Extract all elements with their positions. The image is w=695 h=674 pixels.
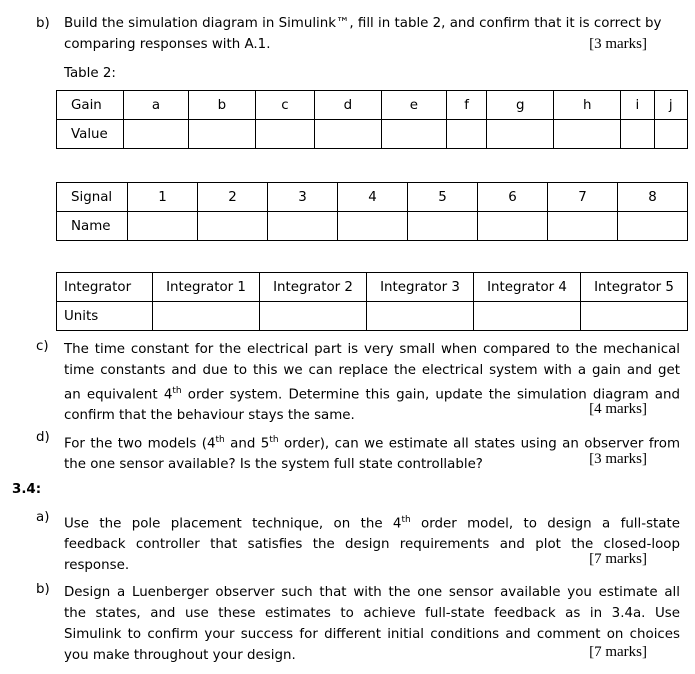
text-span: order system. Determine this gain, update the simulation diagram and (181, 387, 680, 403)
item-c-label: c) (36, 339, 49, 354)
item-b2-text (64, 582, 680, 666)
item-c-line4: confirm that the behaviour stays the same. (64, 408, 355, 424)
table-cell[interactable] (621, 120, 654, 149)
integrator-header: Integrator (57, 273, 153, 302)
gain-col: b (188, 91, 255, 120)
item-b2-line2: the states, and use these estimates to achieve full-state feedback as in 3.4a. Use (64, 606, 680, 621)
integrator-col: Integrator 4 (474, 273, 581, 302)
table-title: Table 2: (64, 66, 116, 81)
signal-col: 1 (128, 183, 198, 212)
section-heading: 3.4: (12, 482, 42, 497)
signal-col: 6 (478, 183, 548, 212)
item-d-label: d) (36, 430, 50, 445)
item-b-marks: [3 marks] (589, 36, 647, 52)
superscript: th (172, 386, 182, 396)
units-header: Units (57, 302, 153, 331)
table-cell[interactable] (554, 120, 621, 149)
signal-row (57, 183, 688, 212)
item-b2-label: b) (36, 582, 50, 597)
table-cell[interactable] (408, 212, 478, 241)
text-span: For the two models (4 (64, 436, 216, 452)
superscript: th (269, 435, 279, 445)
item-a-line2: feedback controller that satisfies the design requirements and plot the closed-loop (64, 537, 680, 553)
text-span: an equivalent 4 (64, 387, 173, 403)
signal-col: 7 (548, 183, 618, 212)
item-d-marks: [3 marks] (589, 451, 647, 467)
name-row (57, 212, 688, 241)
item-d-line1 (64, 430, 680, 454)
signal-col: 3 (268, 183, 338, 212)
item-b-line2: comparing responses with A.1. (64, 37, 271, 52)
table-cell[interactable] (548, 212, 618, 241)
table-cell[interactable] (381, 120, 446, 149)
superscript: th (401, 515, 411, 525)
gain-col: g (487, 91, 554, 120)
signal-col: 4 (338, 183, 408, 212)
item-a-label: a) (36, 510, 50, 525)
item-c-marks: [4 marks] (589, 401, 647, 417)
item-b2-line4: you make throughout your design. (64, 648, 296, 663)
table-cell[interactable] (478, 212, 548, 241)
gain-col: d (314, 91, 381, 120)
item-a-marks: [7 marks] (589, 551, 647, 567)
table-cell[interactable] (260, 302, 367, 331)
units-row (57, 302, 688, 331)
table-cell[interactable] (128, 212, 198, 241)
table-cell[interactable] (188, 120, 255, 149)
integrator-col: Integrator 2 (260, 273, 367, 302)
table-cell[interactable] (268, 212, 338, 241)
table-cell[interactable] (338, 212, 408, 241)
integrator-row (57, 273, 688, 302)
table-cell[interactable] (198, 212, 268, 241)
item-a-line1 (64, 510, 680, 534)
table-cell[interactable] (314, 120, 381, 149)
item-b2-marks: [7 marks] (589, 644, 647, 660)
text-span: Use the pole placement technique, on the 4 (64, 516, 402, 532)
table-cell[interactable] (447, 120, 487, 149)
item-c-line1: The time constant for the electrical part is very small when compared to the mechanical (64, 342, 680, 357)
table-cell[interactable] (124, 120, 189, 149)
text-span: order), can we estimate all states using an observer from (278, 436, 680, 452)
table-cell[interactable] (255, 120, 314, 149)
text-span: order model, to design a full-state (410, 516, 680, 532)
integrator-col: Integrator 3 (367, 273, 474, 302)
item-a-text (64, 510, 680, 576)
gain-table (56, 90, 688, 149)
gain-col: e (381, 91, 446, 120)
gain-col: h (554, 91, 621, 120)
gain-col: c (255, 91, 314, 120)
item-c-text (64, 339, 680, 426)
table-cell[interactable] (153, 302, 260, 331)
integrator-col: Integrator 5 (581, 273, 688, 302)
table-cell[interactable] (654, 120, 687, 149)
gain-row (57, 91, 688, 120)
signal-col: 2 (198, 183, 268, 212)
signal-header: Signal (57, 183, 128, 212)
item-b-line1: Build the simulation diagram in Simulink™, fill in table 2, and confirm that it is correct by (64, 16, 662, 31)
gain-col: j (654, 91, 687, 120)
table-cell[interactable] (581, 302, 688, 331)
value-header: Value (57, 120, 124, 149)
gain-header: Gain (57, 91, 124, 120)
item-b-label: b) (36, 16, 50, 31)
name-header: Name (57, 212, 128, 241)
item-b2-line1: Design a Luenberger observer such that with the one sensor available you estimate all (64, 585, 680, 600)
gain-col: i (621, 91, 654, 120)
item-d-text (64, 430, 680, 475)
value-row (57, 120, 688, 149)
item-d-line2: the one sensor available? Is the system full state controllable? (64, 457, 483, 473)
signal-table (56, 182, 688, 241)
item-c-line3 (64, 381, 680, 405)
gain-col: f (447, 91, 487, 120)
table-cell[interactable] (474, 302, 581, 331)
superscript: th (215, 435, 225, 445)
table-cell[interactable] (487, 120, 554, 149)
table-cell[interactable] (367, 302, 474, 331)
item-a-line3: response. (64, 558, 130, 574)
gain-col: a (124, 91, 189, 120)
integrator-table (56, 272, 688, 331)
text-span: and 5 (224, 436, 270, 452)
item-b2-line3: Simulink to confirm your success for different initial conditions and comment on choices (64, 627, 680, 642)
signal-col: 8 (618, 183, 688, 212)
signal-col: 5 (408, 183, 478, 212)
table-cell[interactable] (618, 212, 688, 241)
integrator-col: Integrator 1 (153, 273, 260, 302)
item-c-line2: time constants and due to this we can replace the electrical system with a gain and get (64, 363, 680, 378)
